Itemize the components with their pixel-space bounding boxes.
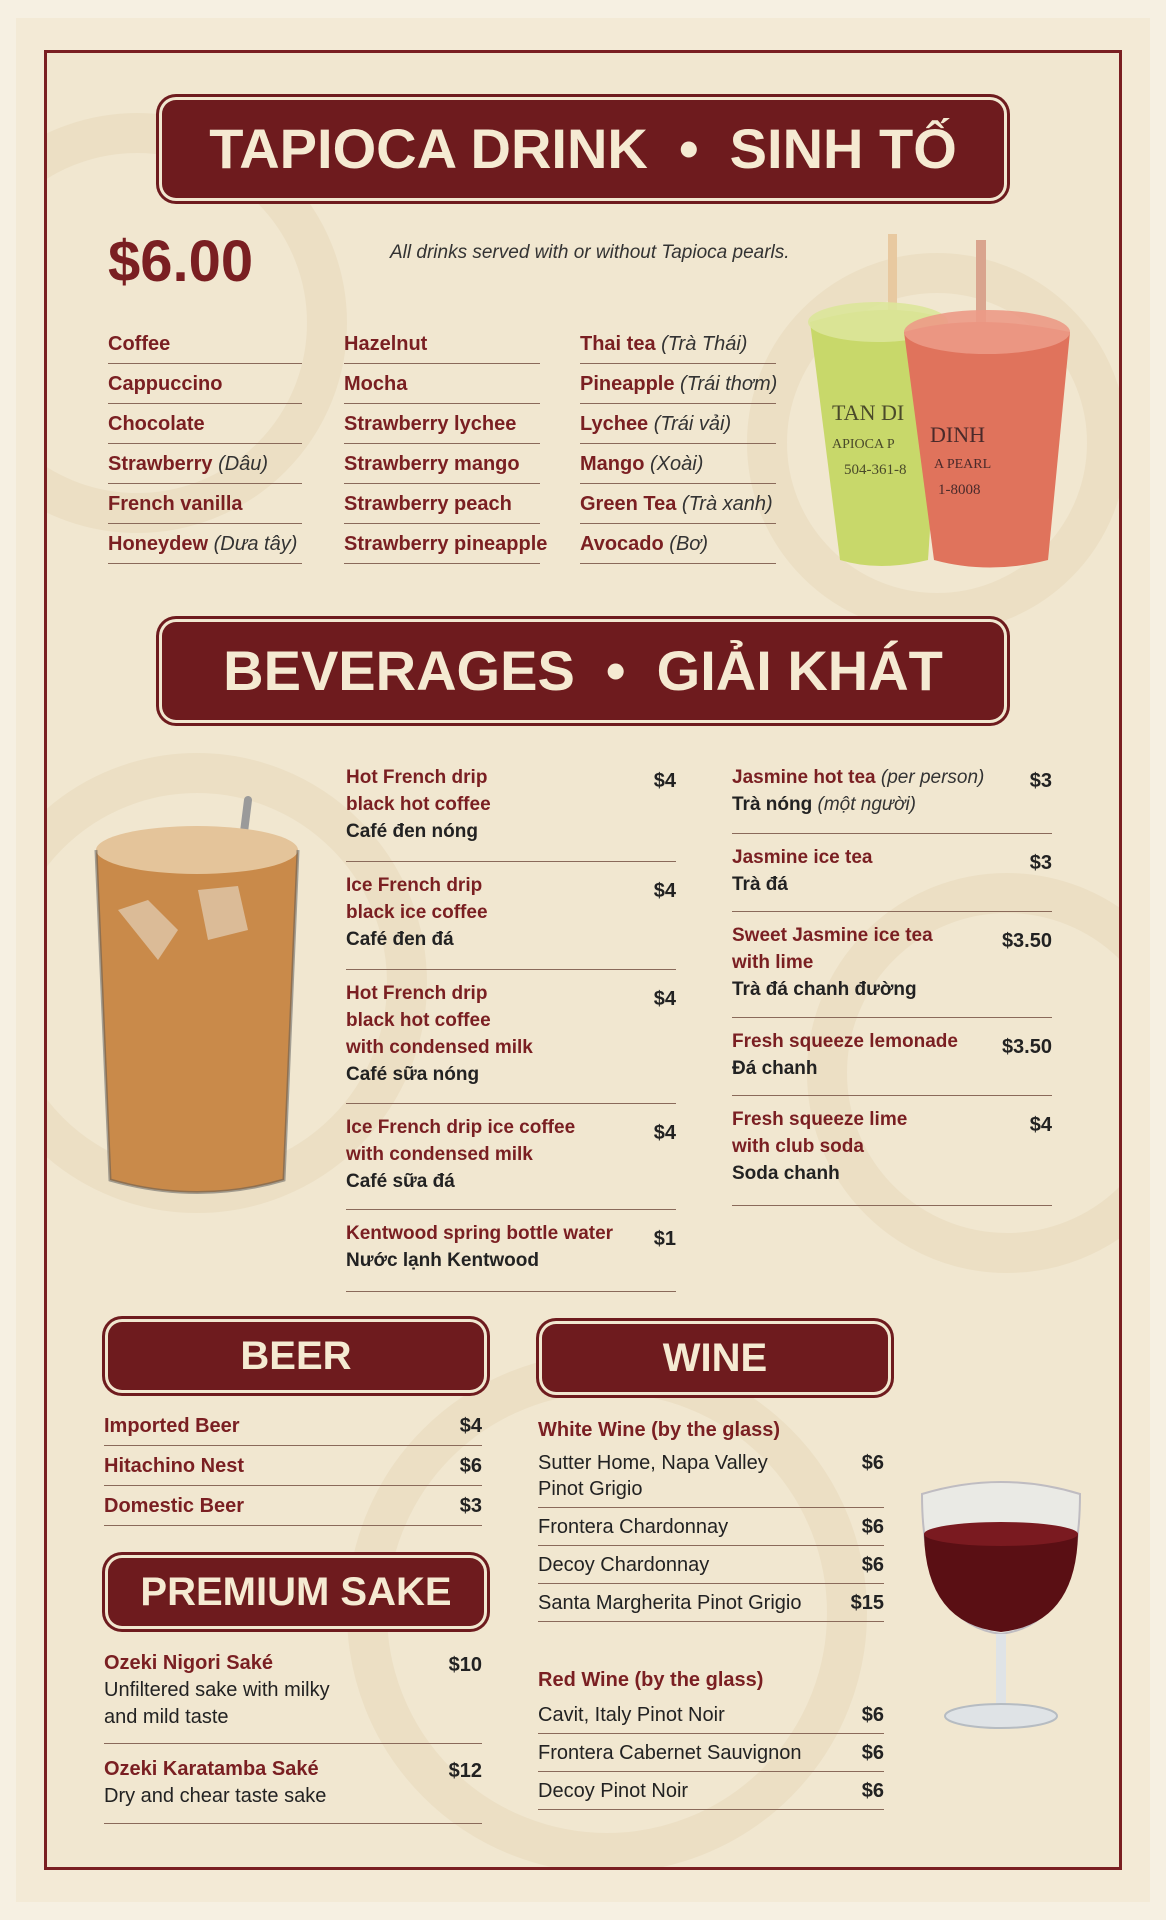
list-item: Cavit, Italy Pinot Noir $6	[538, 1696, 884, 1734]
sake-title: PREMIUM SAKE	[140, 1570, 452, 1614]
beverages-title: BEVERAGES • GIẢI KHÁT	[223, 639, 943, 702]
list-item: Ice French drip ice coffee with condensed milk Café sữa đá $4	[346, 1104, 676, 1210]
list-item: Sutter Home, Napa Valley Pinot Grigio $6	[538, 1446, 884, 1508]
beer-title: BEER	[240, 1334, 352, 1378]
list-item: Hot French drip black hot coffee Café đen nóng $4	[346, 762, 676, 862]
tapioca-column-1	[108, 324, 302, 564]
list-item: Santa Margherita Pinot Grigio $15	[538, 1584, 884, 1622]
list-item: Strawberry (Dâu)	[108, 444, 302, 484]
sake-banner	[108, 1558, 484, 1626]
list-item: Honeydew (Dưa tây)	[108, 524, 302, 564]
cup-print: TAN DI	[832, 400, 905, 425]
list-item: Ozeki Nigori Saké Unfiltered sake with milky and mild taste $10	[104, 1648, 482, 1744]
red-wine-heading: Red Wine (by the glass)	[538, 1669, 764, 1691]
list-item: Pineapple (Trái thơm)	[580, 364, 776, 404]
list-item: Jasmine hot tea (per person) Trà nóng (một người) $3	[732, 762, 1052, 834]
list-item: Hot French drip black hot coffee with condensed milk Café sữa nóng $4	[346, 970, 676, 1104]
list-item: Hazelnut	[344, 324, 540, 364]
list-item: Mango (Xoài)	[580, 444, 776, 484]
list-item: Thai tea (Trà Thái)	[580, 324, 776, 364]
tapioca-column-3	[580, 324, 776, 564]
list-item: Imported Beer $4	[104, 1406, 482, 1446]
tapioca-title: TAPIOCA DRINK • SINH TỐ	[209, 117, 957, 180]
list-item: Frontera Cabernet Sauvignon $6	[538, 1734, 884, 1772]
sake-list	[104, 1648, 482, 1824]
list-item: Decoy Chardonnay $6	[538, 1546, 884, 1584]
list-item: French vanilla	[108, 484, 302, 524]
list-item: Strawberry mango	[344, 444, 540, 484]
tapioca-cups-image	[804, 230, 1076, 570]
beverages-left-list	[346, 762, 676, 1292]
beer-banner	[108, 1322, 484, 1390]
list-item: Lychee (Trái vải)	[580, 404, 776, 444]
wine-banner	[542, 1324, 888, 1392]
beer-list	[104, 1406, 482, 1526]
tapioca-banner	[162, 100, 1004, 198]
list-item: Kentwood spring bottle water Nước lạnh Kentwood $1	[346, 1210, 676, 1292]
wine-title: WINE	[662, 1336, 768, 1380]
cup-print: DINH	[930, 422, 985, 447]
list-item: Fresh squeeze lime with club soda Soda chanh $4	[732, 1096, 1052, 1206]
list-item: Hitachino Nest $6	[104, 1446, 482, 1486]
beverages-banner	[162, 622, 1004, 720]
list-item: Frontera Chardonnay $6	[538, 1508, 884, 1546]
list-item: Fresh squeeze lemonade Đá chanh $3.50	[732, 1018, 1052, 1096]
list-item: Decoy Pinot Noir $6	[538, 1772, 884, 1810]
list-item: Strawberry peach	[344, 484, 540, 524]
list-item: Avocado (Bơ)	[580, 524, 776, 564]
list-item: Strawberry lychee	[344, 404, 540, 444]
coffee-glass	[96, 835, 298, 1193]
beverages-right-list	[732, 762, 1052, 1206]
cup-print: A PEARL	[934, 457, 992, 472]
list-item: Ozeki Karatamba Saké Dry and chear taste sake $12	[104, 1744, 482, 1824]
list-item: Strawberry pineapple	[344, 524, 540, 564]
iced-coffee-image	[88, 790, 308, 1210]
cup-print: 1-8008	[938, 482, 981, 498]
list-item: Coffee	[108, 324, 302, 364]
list-item: Sweet Jasmine ice tea with lime Trà đá chanh đường $3.50	[732, 912, 1052, 1018]
tapioca-column-2	[344, 324, 548, 564]
cup-print: 504-361-8	[844, 462, 907, 478]
wine-list	[538, 1414, 884, 1810]
list-item: Mocha	[344, 364, 540, 404]
list-item: Green Tea (Trà xanh)	[580, 484, 776, 524]
list-item: Domestic Beer $3	[104, 1486, 482, 1526]
list-item: Jasmine ice tea Trà đá $3	[732, 834, 1052, 912]
list-item: Cappuccino	[108, 364, 302, 404]
cup-print: APIOCA P	[832, 437, 895, 452]
wine-glass-image	[916, 1474, 1086, 1734]
white-wine-heading: White Wine (by the glass)	[538, 1419, 781, 1441]
list-item: Chocolate	[108, 404, 302, 444]
tapioca-note: All drinks served with or without Tapioca pearls.	[390, 242, 790, 263]
list-item: Ice French drip black ice coffee Café đen đá $4	[346, 862, 676, 970]
tapioca-price: $6.00	[108, 229, 254, 294]
